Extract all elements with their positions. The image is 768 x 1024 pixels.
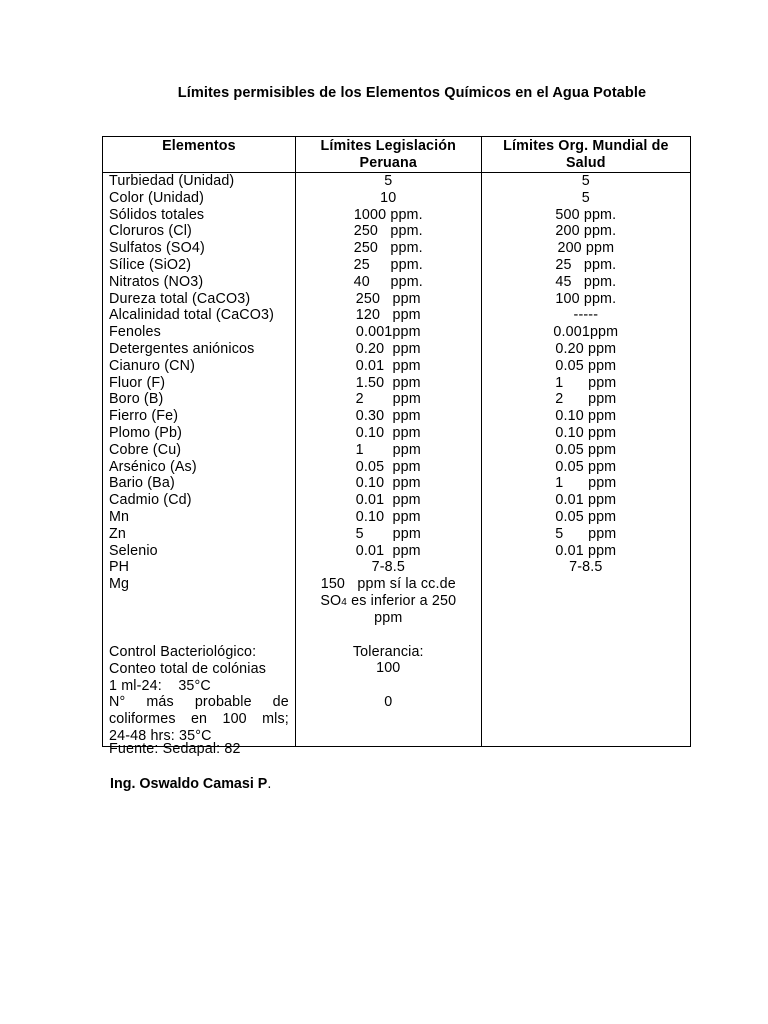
oms-value-text: 0.05 ppm xyxy=(555,458,617,475)
peru-value xyxy=(296,509,481,526)
element-name: Detergentes aniónicos xyxy=(109,340,255,357)
oms-value-text: 5 xyxy=(581,173,590,189)
oms-value xyxy=(482,442,690,459)
oms-value xyxy=(482,492,690,509)
oms-value-text: 45 ppm. xyxy=(555,273,617,290)
peru-value-text: 1000 ppm. xyxy=(353,206,423,223)
oms-value-text: 0.10 ppm xyxy=(555,424,617,441)
oms-value-text: 0.20 ppm xyxy=(555,340,617,357)
oms-value-text: 1 ppm xyxy=(555,374,617,391)
oms-value xyxy=(482,408,690,425)
peru-value xyxy=(296,526,481,543)
oms-value-text: 0.01 ppm xyxy=(555,542,617,559)
oms-value xyxy=(482,375,690,392)
peru-value-text: 250 ppm. xyxy=(353,223,423,240)
element-name: Mn xyxy=(109,508,130,525)
elements-column xyxy=(103,173,296,747)
element-name: Color (Unidad) xyxy=(109,189,205,206)
spacer xyxy=(482,678,690,695)
oms-value-text: 0.01 ppm xyxy=(555,492,617,509)
oms-value-text: 500 ppm. xyxy=(555,206,617,223)
oms-value xyxy=(482,459,690,476)
oms-value xyxy=(482,240,690,257)
element-name: Sílice (SiO2) xyxy=(109,256,192,273)
peru-value-text: 7-8.5 xyxy=(371,559,405,576)
element-name: Fierro (Fe) xyxy=(109,408,179,425)
spacer xyxy=(482,644,690,661)
peru-value xyxy=(296,408,481,425)
element-name: Cadmio (Cd) xyxy=(109,492,192,509)
element-name: Mg xyxy=(109,576,130,593)
oms-value-text: 25 ppm. xyxy=(555,256,617,273)
header-oms: Límites Org. Mundial de Salud xyxy=(481,137,690,173)
peru-value-text: 120 ppm xyxy=(355,307,421,324)
element-name: Bario (Ba) xyxy=(109,475,175,492)
mg-peru-value: ppm xyxy=(374,609,403,626)
peru-value xyxy=(296,459,481,476)
peru-value xyxy=(296,207,481,224)
oms-value-text: 5 ppm xyxy=(555,525,617,542)
oms-value-text: 0.05 ppm xyxy=(555,357,617,374)
element-name: Sólidos totales xyxy=(109,206,205,223)
peru-value-text: 0.10 ppm xyxy=(355,424,421,441)
oms-value-text: 5 xyxy=(581,189,590,206)
peru-value-text: 5 ppm xyxy=(355,525,421,542)
author-name: Ing. Oswaldo Camasi P. xyxy=(110,776,272,792)
oms-value xyxy=(482,274,690,291)
peru-value-text: 2 ppm xyxy=(355,391,421,408)
peru-value xyxy=(296,274,481,291)
peru-value xyxy=(296,291,481,308)
element-name: Plomo (Pb) xyxy=(109,424,183,441)
element-name: Sulfatos (SO4) xyxy=(109,240,205,257)
oms-value-text: 200 ppm. xyxy=(555,223,617,240)
peru-value-text: 0.05 ppm xyxy=(355,458,421,475)
oms-value-text: 1 ppm xyxy=(555,475,617,492)
element-name: Nitratos (NO3) xyxy=(109,273,204,290)
peru-value xyxy=(296,375,481,392)
peru-value xyxy=(296,358,481,375)
mg-peru-value-text: 150 ppm sí la cc.de xyxy=(320,576,456,593)
oms-value xyxy=(482,190,690,207)
peru-value-text: 0.10 ppm xyxy=(355,475,421,492)
element-name: Fenoles xyxy=(109,324,161,341)
mpn-label: N° más probable de xyxy=(109,694,289,711)
oms-value-text: 0.001ppm xyxy=(553,324,619,341)
oms-value-text: 200 ppm xyxy=(557,240,615,257)
peru-value-text: 250 ppm xyxy=(355,290,421,307)
element-name: Cobre (Cu) xyxy=(109,441,182,458)
peru-value-text: 0.30 ppm xyxy=(355,408,421,425)
oms-value xyxy=(482,559,690,576)
count-condition-text: 1 ml-24: 35°C xyxy=(109,677,211,694)
element-name: PH xyxy=(109,559,130,576)
mpn-label: 24-48 hrs: 35°C xyxy=(109,727,212,744)
spacer xyxy=(482,695,690,712)
spacer xyxy=(482,610,690,627)
element-name: Arsénico (As) xyxy=(109,458,197,475)
spacer xyxy=(482,593,690,610)
count-condition xyxy=(109,678,295,695)
mg-so-suffix: es inferior a 250 xyxy=(347,592,457,609)
oms-value xyxy=(482,291,690,308)
table-header-row xyxy=(103,137,691,173)
limits-table xyxy=(102,136,691,747)
oms-value xyxy=(482,391,690,408)
oms-limits-column xyxy=(481,173,690,747)
element-name: Dureza total (CaCO3) xyxy=(109,290,251,307)
peru-value xyxy=(296,341,481,358)
oms-value xyxy=(482,223,690,240)
element-name: Zn xyxy=(109,525,126,542)
spacer xyxy=(482,729,690,746)
oms-value-text: 0.10 ppm xyxy=(555,408,617,425)
element-name: Cloruros (Cl) xyxy=(109,223,192,240)
peru-value xyxy=(296,425,481,442)
count-label: Conteo total de colónias xyxy=(109,660,266,677)
mpn-value: 0 xyxy=(384,694,393,711)
oms-value xyxy=(482,475,690,492)
element-name: Boro (B) xyxy=(109,391,164,408)
mg-peru-value xyxy=(296,593,481,610)
spacer xyxy=(296,677,481,694)
oms-value-text: 100 ppm. xyxy=(555,290,617,307)
oms-value xyxy=(482,207,690,224)
peru-value xyxy=(296,543,481,560)
oms-value-text: 2 ppm xyxy=(555,391,617,408)
spacer xyxy=(296,711,481,728)
oms-value-text: 0.05 ppm xyxy=(555,508,617,525)
peru-value-text: 0.20 ppm xyxy=(355,340,421,357)
peru-value xyxy=(296,240,481,257)
peru-value-text: 1 ppm xyxy=(355,441,421,458)
oms-value xyxy=(482,307,690,324)
peru-value-text: 1.50 ppm xyxy=(355,374,421,391)
peru-value-text: 0.10 ppm xyxy=(355,508,421,525)
oms-value-text: 7-8.5 xyxy=(569,559,603,576)
oms-value xyxy=(482,173,690,190)
mpn-label: coliformes en 100 mls; xyxy=(109,711,289,728)
peru-value-text: 10 xyxy=(380,189,397,206)
peru-value xyxy=(296,257,481,274)
peru-value xyxy=(296,307,481,324)
peru-value xyxy=(296,442,481,459)
oms-value xyxy=(482,425,690,442)
peru-value xyxy=(296,475,481,492)
element-name: Cianuro (CN) xyxy=(109,357,196,374)
bacteriological-label: Control Bacteriológico: xyxy=(109,643,257,660)
oms-value xyxy=(482,257,690,274)
spacer xyxy=(109,593,295,610)
peru-value xyxy=(296,173,481,190)
oms-value xyxy=(482,509,690,526)
spacer xyxy=(296,728,481,745)
peru-limits-column xyxy=(295,173,481,747)
peru-value-text: 0.01 ppm xyxy=(355,357,421,374)
oms-value xyxy=(482,324,690,341)
oms-value xyxy=(482,358,690,375)
table-body-row xyxy=(103,173,691,747)
mg-so-sub: 4 xyxy=(341,596,348,608)
element-name: Turbiedad (Unidad) xyxy=(109,173,235,189)
tolerance-label: Tolerancia: xyxy=(352,643,424,660)
spacer xyxy=(482,627,690,644)
spacer xyxy=(109,627,295,644)
oms-value xyxy=(482,543,690,560)
peru-value-text: 0.01 ppm xyxy=(355,492,421,509)
element-name: Alcalinidad total (CaCO3) xyxy=(109,307,275,324)
peru-value-text: 25 ppm. xyxy=(353,256,423,273)
peru-value-text: 40 ppm. xyxy=(353,273,423,290)
oms-value xyxy=(482,341,690,358)
page-title: Límites permisibles de los Elementos Químicos en el Agua Potable xyxy=(177,85,647,101)
spacer xyxy=(482,661,690,678)
peru-value xyxy=(296,391,481,408)
oms-value-text: 0.05 ppm xyxy=(555,441,617,458)
oms-value xyxy=(482,526,690,543)
count-value: 100 xyxy=(376,660,401,677)
spacer xyxy=(482,576,690,593)
header-peru: Límites Legislación Peruana xyxy=(295,137,481,173)
element-name: Selenio xyxy=(109,542,158,559)
element-name: Fluor (F) xyxy=(109,374,166,391)
peru-value xyxy=(296,223,481,240)
peru-value xyxy=(296,324,481,341)
mg-peru-value xyxy=(296,576,481,593)
peru-value-text: 5 xyxy=(384,173,393,189)
peru-value-text: 0.001ppm xyxy=(355,324,421,341)
peru-value xyxy=(296,559,481,576)
spacer xyxy=(482,712,690,729)
spacer xyxy=(109,610,295,627)
header-elementos: Elementos xyxy=(103,137,296,173)
oms-value-text: ----- xyxy=(573,307,599,324)
peru-value-text: 250 ppm. xyxy=(353,240,423,257)
spacer xyxy=(296,627,481,644)
mg-so-text: SO xyxy=(320,592,342,609)
peru-value-text: 0.01 ppm xyxy=(355,542,421,559)
peru-value xyxy=(296,492,481,509)
source-note: Fuente: Sedapal: 82 xyxy=(109,741,241,757)
peru-value xyxy=(296,190,481,207)
